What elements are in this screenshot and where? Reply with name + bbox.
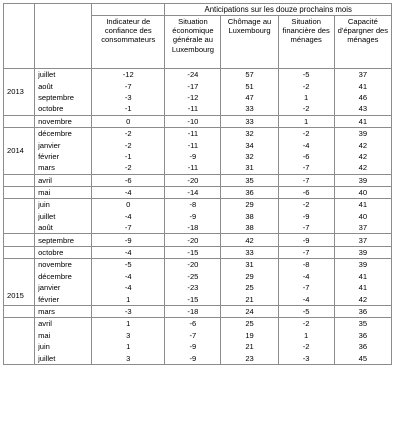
year-cell-empty xyxy=(4,174,35,186)
value-cell: 41 xyxy=(334,199,391,211)
value-cell: 1 xyxy=(92,318,165,330)
value-cell: -7 xyxy=(278,246,334,258)
value-cell: 39 xyxy=(334,127,391,139)
year-cell: 2013 xyxy=(4,69,35,116)
year-cell-empty xyxy=(4,186,35,198)
value-cell: -17 xyxy=(165,80,221,91)
value-cell: -5 xyxy=(92,259,165,271)
table-row xyxy=(4,318,392,330)
value-cell: -9 xyxy=(165,151,221,162)
month-cell: août xyxy=(35,222,92,234)
value-cell: -20 xyxy=(165,259,221,271)
header-empty-indicator xyxy=(92,4,165,16)
month-cell: mars xyxy=(35,162,92,174)
month-cell: août xyxy=(35,80,92,91)
value-cell: -7 xyxy=(278,222,334,234)
value-cell: -7 xyxy=(278,162,334,174)
year-cell: 2015 xyxy=(4,259,35,306)
value-cell: -25 xyxy=(165,271,221,282)
value-cell: 25 xyxy=(221,318,278,330)
value-cell: 25 xyxy=(221,282,278,293)
value-cell: 40 xyxy=(334,186,391,198)
column-header: Chômage au Luxembourg xyxy=(221,16,278,69)
table-row xyxy=(4,211,392,222)
value-cell: 1 xyxy=(92,341,165,352)
year-cell-empty xyxy=(4,305,35,317)
value-cell: 38 xyxy=(221,222,278,234)
table-row xyxy=(4,305,392,317)
data-table-wrapper xyxy=(3,3,392,365)
month-cell: décembre xyxy=(35,271,92,282)
month-cell: juillet xyxy=(35,69,92,81)
value-cell: -15 xyxy=(165,293,221,305)
value-cell: -18 xyxy=(165,222,221,234)
month-cell: avril xyxy=(35,318,92,330)
table-row xyxy=(4,246,392,258)
value-cell: 41 xyxy=(334,115,391,127)
value-cell: 3 xyxy=(92,330,165,341)
value-cell: 38 xyxy=(221,211,278,222)
value-cell: -9 xyxy=(92,234,165,246)
value-cell: 31 xyxy=(221,259,278,271)
value-cell: -4 xyxy=(92,282,165,293)
value-cell: -3 xyxy=(92,305,165,317)
value-cell: 0 xyxy=(92,199,165,211)
value-cell: 29 xyxy=(221,271,278,282)
table-row xyxy=(4,352,392,364)
value-cell: -7 xyxy=(92,222,165,234)
value-cell: 39 xyxy=(334,174,391,186)
year-cell-empty xyxy=(4,318,35,365)
value-cell: 42 xyxy=(334,162,391,174)
month-cell: mai xyxy=(35,330,92,341)
value-cell: 1 xyxy=(278,92,334,103)
value-cell: -4 xyxy=(92,246,165,258)
value-cell: -11 xyxy=(165,103,221,115)
month-cell: mars xyxy=(35,305,92,317)
table-row xyxy=(4,271,392,282)
value-cell: 42 xyxy=(334,293,391,305)
value-cell: -10 xyxy=(165,115,221,127)
value-cell: 23 xyxy=(221,352,278,364)
value-cell: 32 xyxy=(221,151,278,162)
year-cell-empty xyxy=(4,234,35,246)
value-cell: -9 xyxy=(278,211,334,222)
value-cell: 41 xyxy=(334,80,391,91)
table-row xyxy=(4,103,392,115)
value-cell: -2 xyxy=(278,103,334,115)
month-cell: septembre xyxy=(35,92,92,103)
value-cell: 57 xyxy=(221,69,278,81)
year-cell-empty xyxy=(4,199,35,234)
table-row xyxy=(4,162,392,174)
value-cell: -9 xyxy=(165,352,221,364)
table-row xyxy=(4,80,392,91)
value-cell: 39 xyxy=(334,259,391,271)
value-cell: 42 xyxy=(334,151,391,162)
value-cell: -7 xyxy=(278,282,334,293)
value-cell: -15 xyxy=(165,246,221,258)
value-cell: 33 xyxy=(221,246,278,258)
table-row xyxy=(4,174,392,186)
value-cell: -14 xyxy=(165,186,221,198)
value-cell: 40 xyxy=(334,211,391,222)
value-cell: -2 xyxy=(92,162,165,174)
value-cell: 42 xyxy=(334,139,391,150)
value-cell: 41 xyxy=(334,282,391,293)
table-row xyxy=(4,139,392,150)
value-cell: -2 xyxy=(278,341,334,352)
value-cell: -6 xyxy=(92,174,165,186)
value-cell: -2 xyxy=(278,318,334,330)
value-cell: 21 xyxy=(221,341,278,352)
table-row xyxy=(4,259,392,271)
header-empty-month xyxy=(35,4,92,69)
value-cell: 41 xyxy=(334,271,391,282)
month-cell: juillet xyxy=(35,352,92,364)
value-cell: -2 xyxy=(278,199,334,211)
consumer-survey-table xyxy=(3,3,392,365)
column-header: Indicateur de confiance des consommateurs xyxy=(92,16,165,69)
month-cell: novembre xyxy=(35,115,92,127)
value-cell: -9 xyxy=(165,211,221,222)
value-cell: 35 xyxy=(334,318,391,330)
value-cell: -8 xyxy=(278,259,334,271)
value-cell: -4 xyxy=(92,186,165,198)
month-cell: octobre xyxy=(35,103,92,115)
table-row xyxy=(4,222,392,234)
value-cell: -1 xyxy=(92,103,165,115)
month-cell: décembre xyxy=(35,127,92,139)
value-cell: 43 xyxy=(334,103,391,115)
value-cell: -7 xyxy=(165,330,221,341)
month-cell: novembre xyxy=(35,259,92,271)
value-cell: -12 xyxy=(165,92,221,103)
table-row xyxy=(4,151,392,162)
month-cell: octobre xyxy=(35,246,92,258)
value-cell: 3 xyxy=(92,352,165,364)
value-cell: -4 xyxy=(92,211,165,222)
value-cell: 32 xyxy=(221,127,278,139)
table-row xyxy=(4,127,392,139)
value-cell: 36 xyxy=(334,330,391,341)
year-cell-empty xyxy=(4,246,35,258)
value-cell: -3 xyxy=(92,92,165,103)
table-row xyxy=(4,330,392,341)
month-cell: juin xyxy=(35,199,92,211)
table-row xyxy=(4,293,392,305)
value-cell: -3 xyxy=(278,352,334,364)
table-row xyxy=(4,234,392,246)
value-cell: -11 xyxy=(165,139,221,150)
value-cell: 33 xyxy=(221,103,278,115)
column-header: Capacité d'épargner des ménages xyxy=(334,16,391,69)
value-cell: 24 xyxy=(221,305,278,317)
value-cell: -6 xyxy=(278,151,334,162)
value-cell: 35 xyxy=(221,174,278,186)
value-cell: -1 xyxy=(92,151,165,162)
header-empty-year xyxy=(4,4,35,69)
value-cell: -5 xyxy=(278,69,334,81)
value-cell: 1 xyxy=(92,293,165,305)
value-cell: 29 xyxy=(221,199,278,211)
month-cell: février xyxy=(35,151,92,162)
value-cell: -2 xyxy=(278,80,334,91)
value-cell: -7 xyxy=(278,174,334,186)
value-cell: -20 xyxy=(165,174,221,186)
value-cell: -6 xyxy=(278,186,334,198)
value-cell: 46 xyxy=(334,92,391,103)
value-cell: 37 xyxy=(334,222,391,234)
value-cell: -2 xyxy=(92,127,165,139)
value-cell: 0 xyxy=(92,115,165,127)
table-row xyxy=(4,282,392,293)
value-cell: 47 xyxy=(221,92,278,103)
super-header: Anticipations sur les douze prochains mois xyxy=(165,4,392,16)
month-cell: mai xyxy=(35,186,92,198)
value-cell: 34 xyxy=(221,139,278,150)
value-cell: 37 xyxy=(334,234,391,246)
value-cell: 31 xyxy=(221,162,278,174)
value-cell: -23 xyxy=(165,282,221,293)
value-cell: -5 xyxy=(278,305,334,317)
table-row xyxy=(4,92,392,103)
value-cell: 21 xyxy=(221,293,278,305)
value-cell: -9 xyxy=(278,234,334,246)
value-cell: -6 xyxy=(165,318,221,330)
value-cell: 51 xyxy=(221,80,278,91)
month-cell: avril xyxy=(35,174,92,186)
value-cell: 36 xyxy=(334,305,391,317)
month-cell: janvier xyxy=(35,282,92,293)
table-row xyxy=(4,115,392,127)
month-cell: juillet xyxy=(35,211,92,222)
value-cell: 1 xyxy=(278,330,334,341)
value-cell: 1 xyxy=(278,115,334,127)
value-cell: -11 xyxy=(165,162,221,174)
value-cell: -8 xyxy=(165,199,221,211)
value-cell: -4 xyxy=(278,293,334,305)
value-cell: -9 xyxy=(165,341,221,352)
year-cell-empty xyxy=(4,115,35,127)
value-cell: 19 xyxy=(221,330,278,341)
column-header: Situation économique générale au Luxembourg xyxy=(165,16,221,69)
value-cell: -4 xyxy=(92,271,165,282)
value-cell: 42 xyxy=(221,234,278,246)
value-cell: -18 xyxy=(165,305,221,317)
value-cell: 45 xyxy=(334,352,391,364)
month-cell: février xyxy=(35,293,92,305)
month-cell: septembre xyxy=(35,234,92,246)
value-cell: -20 xyxy=(165,234,221,246)
column-header: Situation financière des ménages xyxy=(278,16,334,69)
month-cell: janvier xyxy=(35,139,92,150)
table-row xyxy=(4,69,392,81)
value-cell: -11 xyxy=(165,127,221,139)
value-cell: 36 xyxy=(334,341,391,352)
table-row xyxy=(4,199,392,211)
value-cell: 33 xyxy=(221,115,278,127)
value-cell: -4 xyxy=(278,271,334,282)
value-cell: 39 xyxy=(334,246,391,258)
month-cell: juin xyxy=(35,341,92,352)
value-cell: -2 xyxy=(278,127,334,139)
year-cell: 2014 xyxy=(4,127,35,174)
value-cell: -2 xyxy=(92,139,165,150)
value-cell: -12 xyxy=(92,69,165,81)
value-cell: -7 xyxy=(92,80,165,91)
value-cell: 36 xyxy=(221,186,278,198)
value-cell: 37 xyxy=(334,69,391,81)
table-row xyxy=(4,186,392,198)
value-cell: -24 xyxy=(165,69,221,81)
table-row xyxy=(4,341,392,352)
value-cell: -4 xyxy=(278,139,334,150)
